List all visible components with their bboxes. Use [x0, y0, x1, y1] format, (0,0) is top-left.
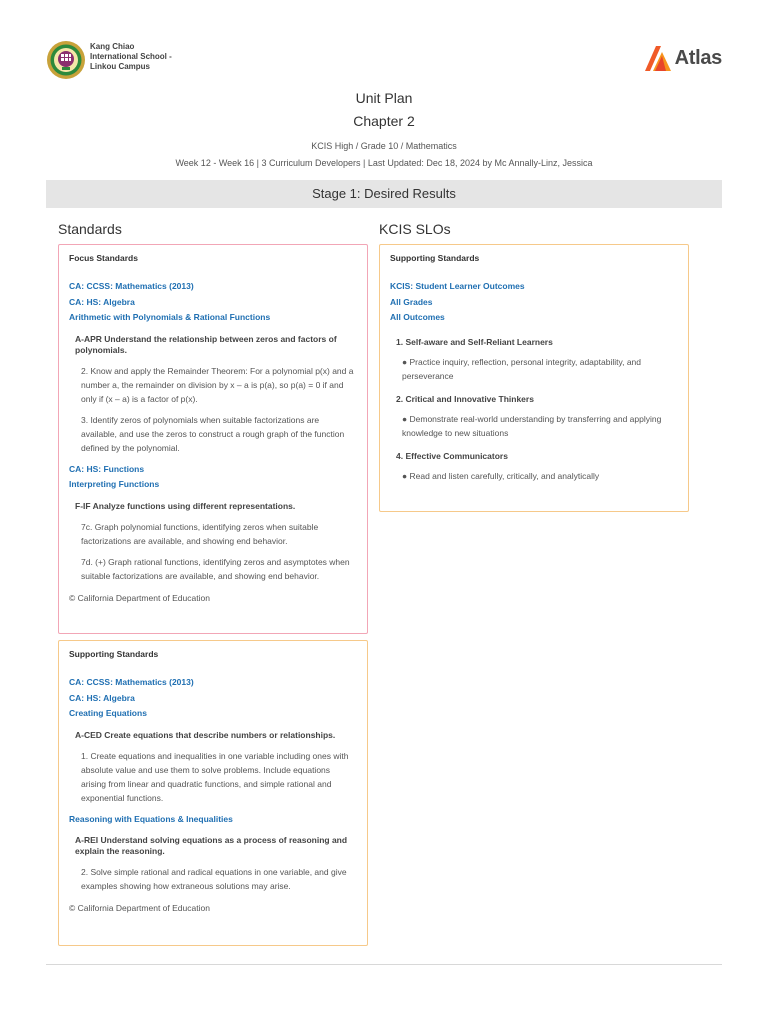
standard-item: 3. Identify zeros of polynomials when suitable factorizations are available, and use the zeros to construct a rough graph of the function defined by the polynomial. — [81, 414, 345, 453]
slo-heading: 1. Self-aware and Self-Reliant Learners — [396, 336, 553, 347]
slo-link[interactable]: All Grades — [390, 296, 433, 307]
standard-link[interactable]: Creating Equations — [69, 708, 147, 718]
school-name: Kang Chiao International School - Linkou Campus — [90, 42, 172, 71]
slo-item: ● Read and listen carefully, critically, and analytically — [402, 470, 600, 481]
unit-title-block — [0, 88, 768, 169]
standard-group-heading: A-REI Understand solving equations as a process of reasoning and explain the reasoning. — [75, 835, 348, 856]
slo-link[interactable]: KCIS: Student Learner Outcomes — [390, 281, 525, 291]
standard-item: 7d. (+) Graph rational functions, identifying zeros and asymptotes when suitable factorizations are available, and showing end behavior. — [81, 556, 350, 581]
atlas-brand — [642, 44, 722, 72]
standard-link[interactable]: CA: HS: Algebra — [69, 296, 135, 307]
focus-standards-card — [58, 244, 368, 634]
standard-link[interactable]: CA: HS: Algebra — [69, 692, 135, 703]
standard-link[interactable]: CA: CCSS: Mathematics (2013) — [69, 677, 194, 687]
copyright-note: © California Department of Education — [69, 903, 210, 913]
school-logo-icon — [46, 40, 86, 80]
standard-item: 1. Create equations and inequalities in one variable including ones with absolute value and use them to solve problems. Include equations arising from linear and quadratic functions, and simple rational and exponential functions. — [81, 750, 349, 803]
standard-link[interactable]: Reasoning with Equations & Inequalities — [69, 813, 233, 824]
standard-link[interactable]: Arithmetic with Polynomials & Rational Functions — [69, 312, 271, 322]
standard-link[interactable]: CA: CCSS: Mathematics (2013) — [69, 281, 194, 291]
standard-group-heading: A-CED Create equations that describe numbers or relationships. — [75, 729, 336, 740]
standards-heading: Standards — [58, 221, 122, 237]
unit-path: KCIS High / Grade 10 / Mathematics — [311, 141, 457, 151]
slo-card — [379, 244, 689, 512]
slo-heading: 4. Effective Communicators — [396, 450, 508, 461]
slos-heading: KCIS SLOs — [379, 221, 451, 237]
stage-heading: Stage 1: Desired Results — [46, 180, 722, 208]
slo-link[interactable]: All Outcomes — [390, 312, 445, 322]
page-title: Unit Plan — [355, 90, 413, 106]
page-header — [46, 38, 722, 82]
standard-item: 2. Solve simple rational and radical equations in one variable, and give examples showing how extraneous solutions may arise. — [81, 867, 347, 891]
copyright-note: © California Department of Education — [69, 592, 210, 603]
standard-group-heading: A-APR Understand the relationship between zeros and factors of polynomials. — [75, 333, 337, 355]
card-title: Supporting Standards — [390, 253, 480, 263]
unit-meta: Week 12 - Week 16 | 3 Curriculum Developers | Last Updated: Dec 18, 2024 by Mc Annally-Linz, Jessica — [175, 158, 593, 168]
atlas-brand-name: Atlas — [674, 46, 722, 69]
slo-item: ● Practice inquiry, reflection, personal integrity, adaptability, and perseverance — [402, 356, 642, 381]
slo-item: ● Demonstrate real-world understanding by transferring and applying knowledge to new situations — [402, 413, 662, 438]
footer-divider — [46, 964, 722, 965]
standard-item: 7c. Graph polynomial functions, identifying zeros when suitable factorizations are available, and showing end behavior. — [81, 521, 319, 546]
card-title: Focus Standards — [69, 253, 138, 263]
atlas-logo-icon — [642, 44, 672, 72]
standard-link[interactable]: CA: HS: Functions — [69, 463, 145, 474]
slo-heading: 2. Critical and Innovative Thinkers — [396, 393, 534, 404]
card-title: Supporting Standards — [69, 649, 159, 659]
standard-group-heading: F-IF Analyze functions using different representations. — [75, 500, 296, 511]
unit-chapter: Chapter 2 — [353, 113, 415, 129]
standard-item: 2. Know and apply the Remainder Theorem: For a polynomial p(x) and a number a, the remainder on division by x – a is p(a), so p(a) = 0 if and only if (x – a) is a factor of p(x). — [81, 365, 354, 404]
supporting-standards-card — [58, 640, 368, 946]
standard-link[interactable]: Interpreting Functions — [69, 479, 160, 489]
